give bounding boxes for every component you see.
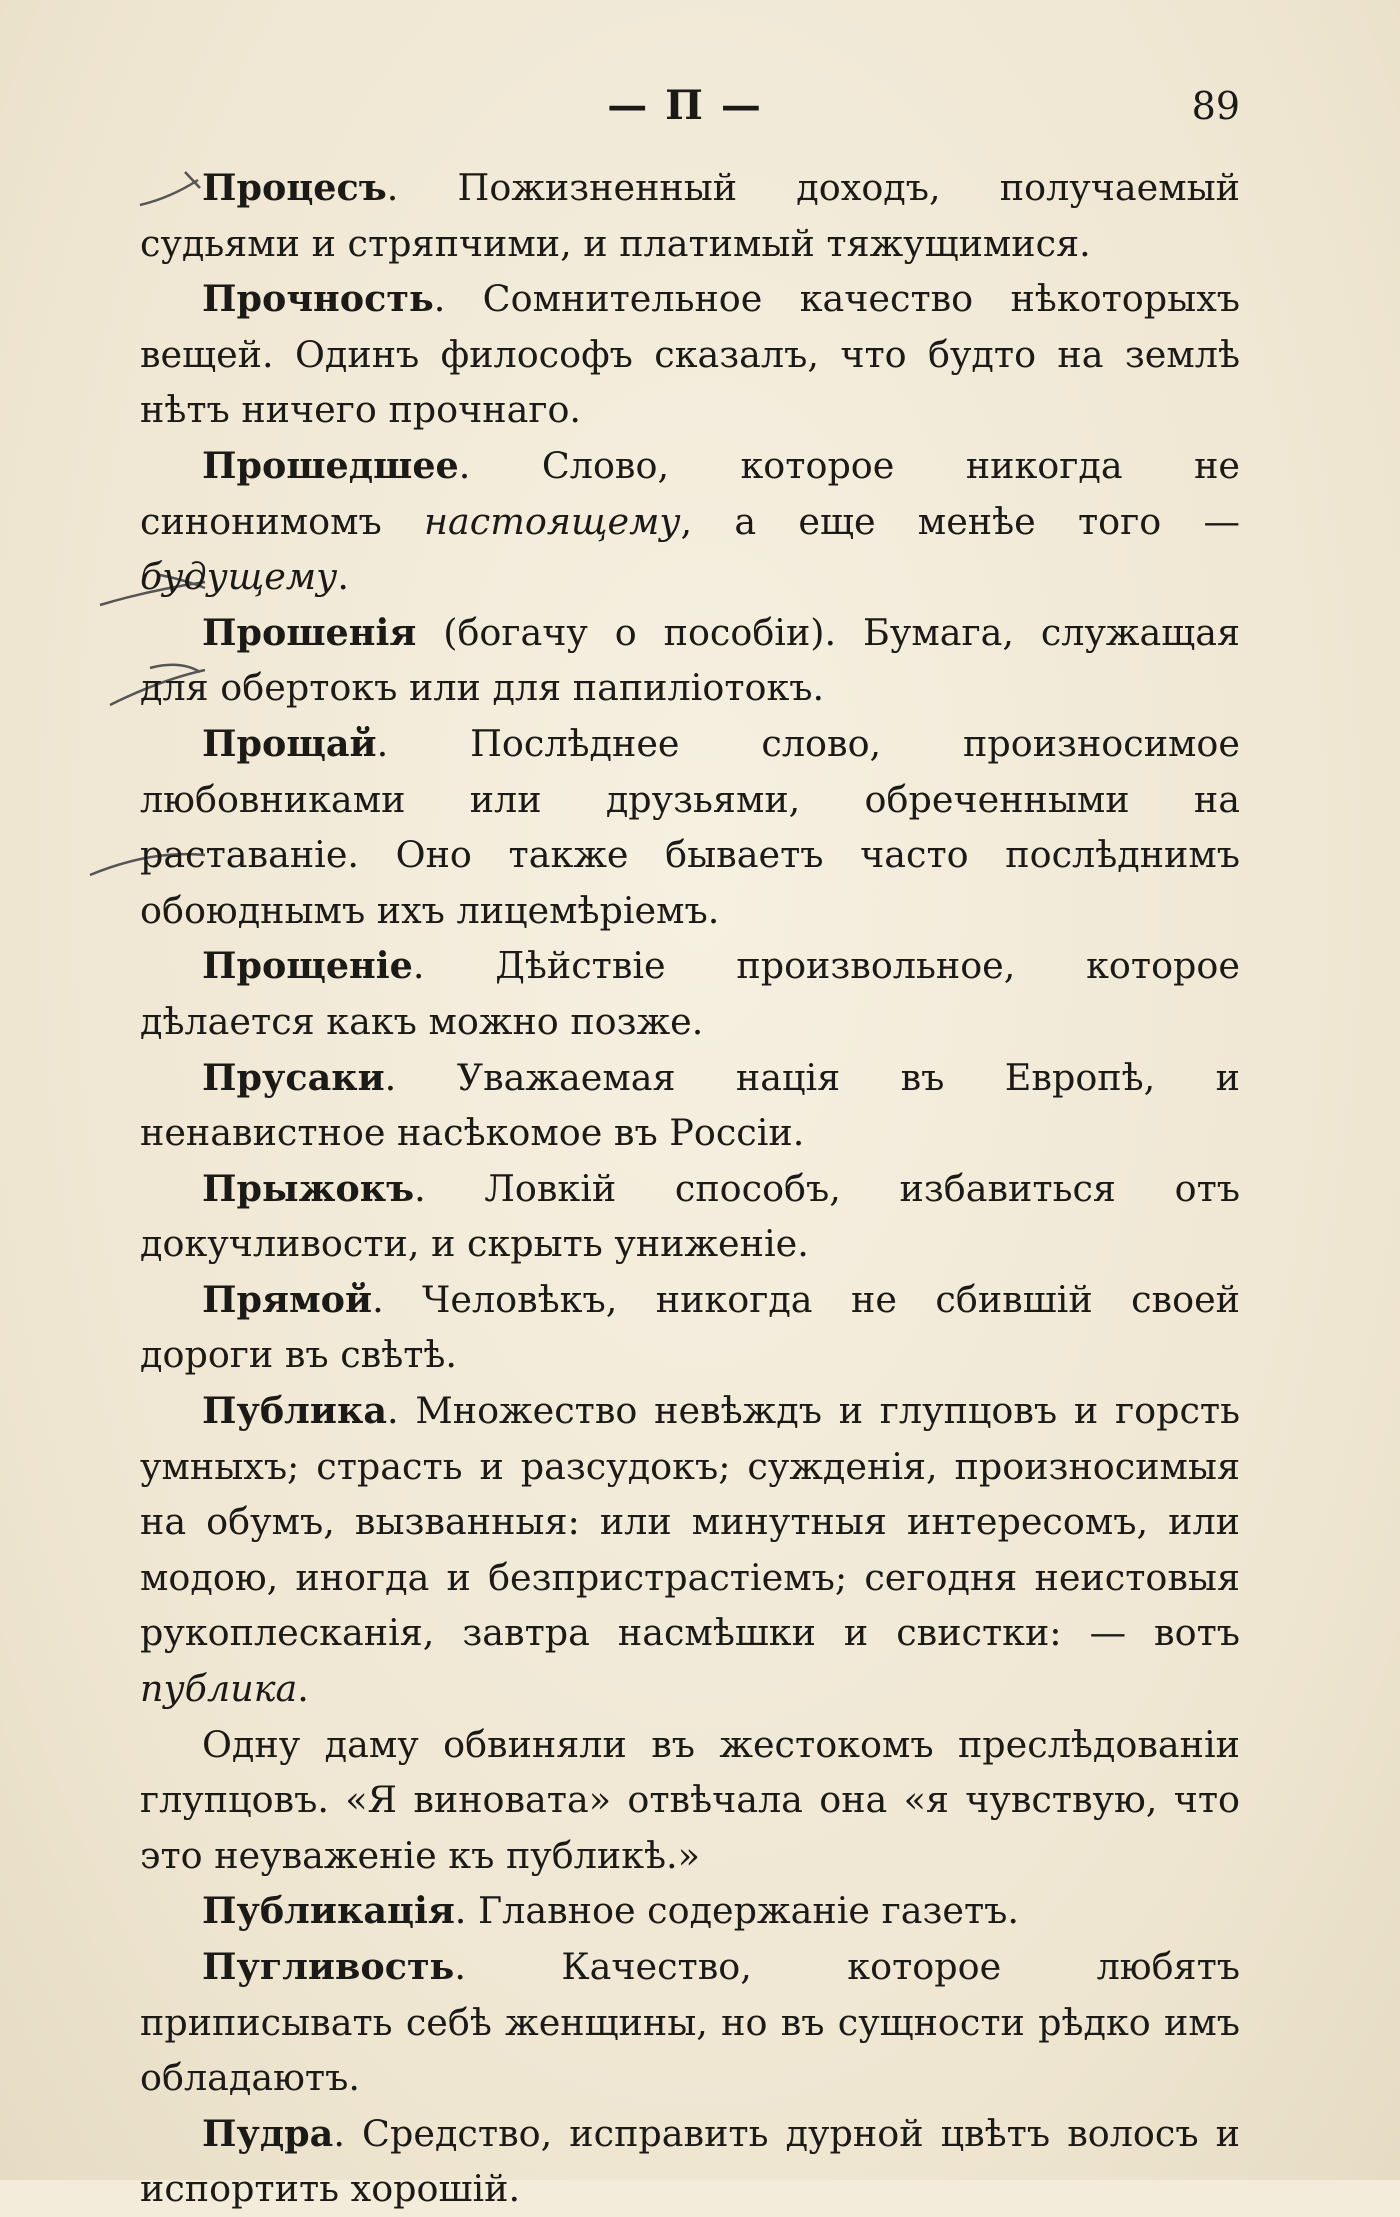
entry-puglivost	[140, 1939, 1240, 2106]
entry-publika	[140, 1383, 1240, 1717]
entry-definition: (богачу о пособіи). Бумага, служащая для обертокъ или для папиліотокъ.	[140, 610, 1240, 710]
entry-pudra	[140, 2106, 1240, 2217]
entry-term: Прощеніе	[202, 944, 413, 988]
dictionary-entries	[140, 160, 1240, 2217]
entry-term: Прошедшее	[202, 443, 459, 487]
entry-proshedshee	[140, 438, 1240, 605]
entry-definition: . Сомнительное качество нѣкоторыхъ вещей. Одинъ философъ сказалъ, что будто на землѣ нѣтъ ничего прочнаго.	[140, 277, 1240, 432]
entry-pryzhok	[140, 1161, 1240, 1272]
entry-term: Процесъ	[202, 166, 387, 209]
entry-definition: . Дѣйствіе произвольное, которое дѣлается какъ можно позже.	[140, 944, 1240, 1043]
entry-term: Пудра	[202, 2111, 334, 2155]
entry-definition: . Пожизненный доходъ, получаемый судьями и стряпчими, и платимый тяжущимися.	[140, 166, 1240, 265]
entry-term: Прыжокъ	[202, 1166, 415, 1210]
entry-term: Прямой	[202, 1277, 373, 1321]
running-head: — П —	[607, 82, 763, 129]
entry-term: Пугливость	[202, 1945, 455, 1988]
entry-definition: . Человѣкъ, никогда не сбившій своей дороги въ свѣтѣ.	[140, 1277, 1240, 1377]
entry-prochnost	[140, 271, 1240, 438]
entry-pryamoi	[140, 1272, 1240, 1383]
entry-definition: . Множество невѣждъ и глупцовъ и горсть умныхъ; страсть и разсудокъ; сужденія, произносимыя на обумъ, вызванныя: или минутныя интересомъ, или модою, иногда и безпристрастіемъ; сегодня неистовыя рукоплесканія, завтра насмѣшки и свистки: — вотъ	[140, 1389, 1240, 1655]
entry-proshchai	[140, 716, 1240, 938]
anecdote-paragraph: Одну даму обвиняли въ жестокомъ преслѣдованіи глупцовъ. «Я виновата» отвѣчала она «я чувствую, что это неуваженіе къ публикѣ.»	[140, 1722, 1240, 1877]
entry-definition: . Ловкій способъ, избавиться отъ докучливости, и скрыть униженіе.	[140, 1166, 1240, 1266]
entry-term: Прошенія	[202, 610, 417, 654]
entry-publikatsiya	[140, 1883, 1240, 1939]
entry-definition: . Качество, которое любятъ приписывать себѣ женщины, но въ сущности рѣдко имъ обладаютъ.	[140, 1945, 1240, 2100]
entry-definition: . Уважаемая нація въ Европѣ, и ненавистное насѣкомое въ Россіи.	[140, 1055, 1240, 1155]
page-number: 89	[1191, 84, 1240, 128]
entry-term: Прусаки	[202, 1055, 385, 1099]
entry-definition: . Послѣднее слово, произносимое любовниками или друзьями, обреченными на раставаніе. Оно также бываетъ часто послѣднимъ обоюднымъ ихъ лицемѣріемъ.	[140, 721, 1240, 932]
entry-definition: . Слово, которое никогда не синонимомъ	[140, 443, 1240, 543]
entry-definition: .	[337, 555, 349, 599]
entry-prosheniya	[140, 605, 1240, 716]
entry-term: Публикація	[202, 1889, 455, 1933]
entry-definition: .	[297, 1667, 309, 1711]
entry-term: Прощай	[202, 721, 377, 765]
entry-italic: будущему	[140, 555, 338, 599]
entry-definition: . Средство, исправить дурной цвѣтъ волосъ и испортить хорошій.	[140, 2111, 1240, 2211]
entry-term: Публика	[202, 1389, 387, 1433]
page-header	[0, 82, 1400, 132]
entry-term: Прочность	[202, 277, 434, 321]
entry-protses	[140, 160, 1240, 271]
entry-italic: публика	[140, 1667, 298, 1711]
entry-prusaki	[140, 1050, 1240, 1161]
entry-definition: . Главное содержаніе газетъ.	[454, 1889, 1019, 1933]
entry-proshchenie	[140, 938, 1240, 1049]
entry-italic: настоящему	[423, 499, 681, 543]
entry-definition: , а еще менѣе того —	[680, 499, 1240, 543]
